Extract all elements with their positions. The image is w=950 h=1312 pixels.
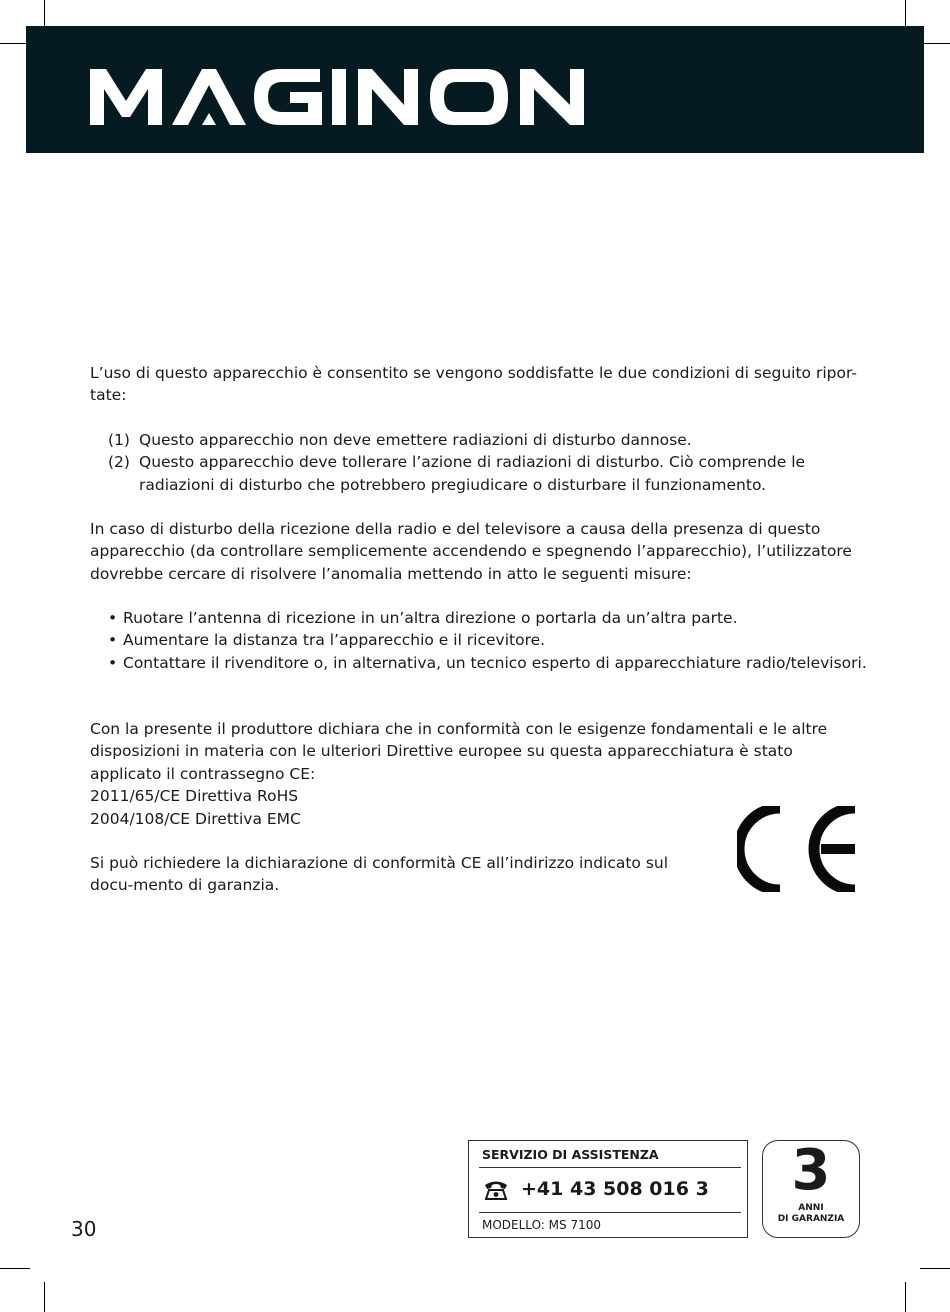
- interference-section: [90, 518, 860, 585]
- directive-emc: 2004/108/CE Direttiva EMC: [90, 809, 301, 828]
- crop-mark: [920, 1268, 950, 1269]
- measures-list: [90, 607, 870, 674]
- bullet: •: [108, 653, 118, 672]
- crop-mark: [44, 1282, 45, 1312]
- divider: [479, 1212, 741, 1213]
- item-text: Questo apparecchio non deve emettere radiazioni di disturbo dannose.: [139, 431, 692, 449]
- warranty-years: 3: [791, 1138, 831, 1203]
- divider: [479, 1167, 741, 1168]
- intro-section: [90, 362, 860, 407]
- crop-mark: [920, 43, 950, 44]
- header-band: [26, 26, 924, 153]
- warranty-label-years: ANNI: [798, 1203, 824, 1213]
- list-item: [90, 429, 860, 451]
- crop-mark: [0, 1268, 30, 1269]
- availability-section: [90, 852, 715, 897]
- service-model: MODELLO: MS 7100: [482, 1218, 601, 1232]
- warranty-badge: [762, 1140, 860, 1238]
- service-box: [468, 1140, 748, 1238]
- interference-paragraph: In caso di disturbo della ricezione della radio e del televisore a causa della presenza di questo apparecchio (da controllare semplicemente accendendo e spegnendo l’apparecchio), l’utilizzatore dovrebbe cercare di risolvere l’anomalia mettendo in atto le seguenti misure:: [90, 520, 852, 583]
- maginon-logo: [90, 69, 584, 125]
- item-text: Ruotare l’antenna di ricezione in un’altra direzione o portarla da un’altra parte.: [123, 609, 738, 627]
- list-item: [90, 652, 870, 674]
- telephone-icon: [483, 1179, 509, 1201]
- ce-mark-icon: [737, 806, 857, 892]
- item-text: Questo apparecchio deve tollerare l’azione di radiazioni di disturbo. Ciò comprende le radiazioni di disturbo che potrebbero pregiudicare o disturbare il funzionamento.: [139, 453, 806, 494]
- item-number: (1): [108, 431, 130, 449]
- item-number: (2): [108, 453, 130, 472]
- bullet: •: [108, 631, 118, 650]
- page-number: 30: [71, 1217, 97, 1241]
- item-text: Contattare il rivenditore o, in alternativa, un tecnico esperto di apparecchiature radio/televisori.: [123, 653, 867, 672]
- bullet: •: [108, 609, 118, 627]
- warranty-label-warranty: DI GARANZIA: [777, 1214, 845, 1224]
- service-phone-number: +41 43 508 016 3: [521, 1178, 709, 1200]
- list-item: [90, 629, 870, 651]
- crop-mark: [905, 1282, 906, 1312]
- conditions-list: [90, 429, 860, 496]
- intro-paragraph: L’uso di questo apparecchio è consentito se vengono soddisfatte le due condizioni di seguito ripor-tate:: [90, 364, 857, 405]
- service-title: SERVIZIO DI ASSISTENZA: [482, 1147, 659, 1162]
- declaration-paragraph: Con la presente il produttore dichiara che in conformità con le esigenze fondamentali e le altre disposizioni in materia con le ulteriori Direttive europee su questa apparecchiatura è stato applicato il contrassegno CE:: [90, 720, 828, 783]
- list-item: [90, 607, 870, 629]
- list-item: [90, 451, 860, 496]
- item-text: Aumentare la distanza tra l’apparecchio e il ricevitore.: [123, 631, 546, 650]
- availability-paragraph: Si può richiedere la dichiarazione di conformità CE all’indirizzo indicato sul docu-mento di garanzia.: [90, 854, 669, 895]
- directive-rohs: 2011/65/CE Direttiva RoHS: [90, 787, 299, 806]
